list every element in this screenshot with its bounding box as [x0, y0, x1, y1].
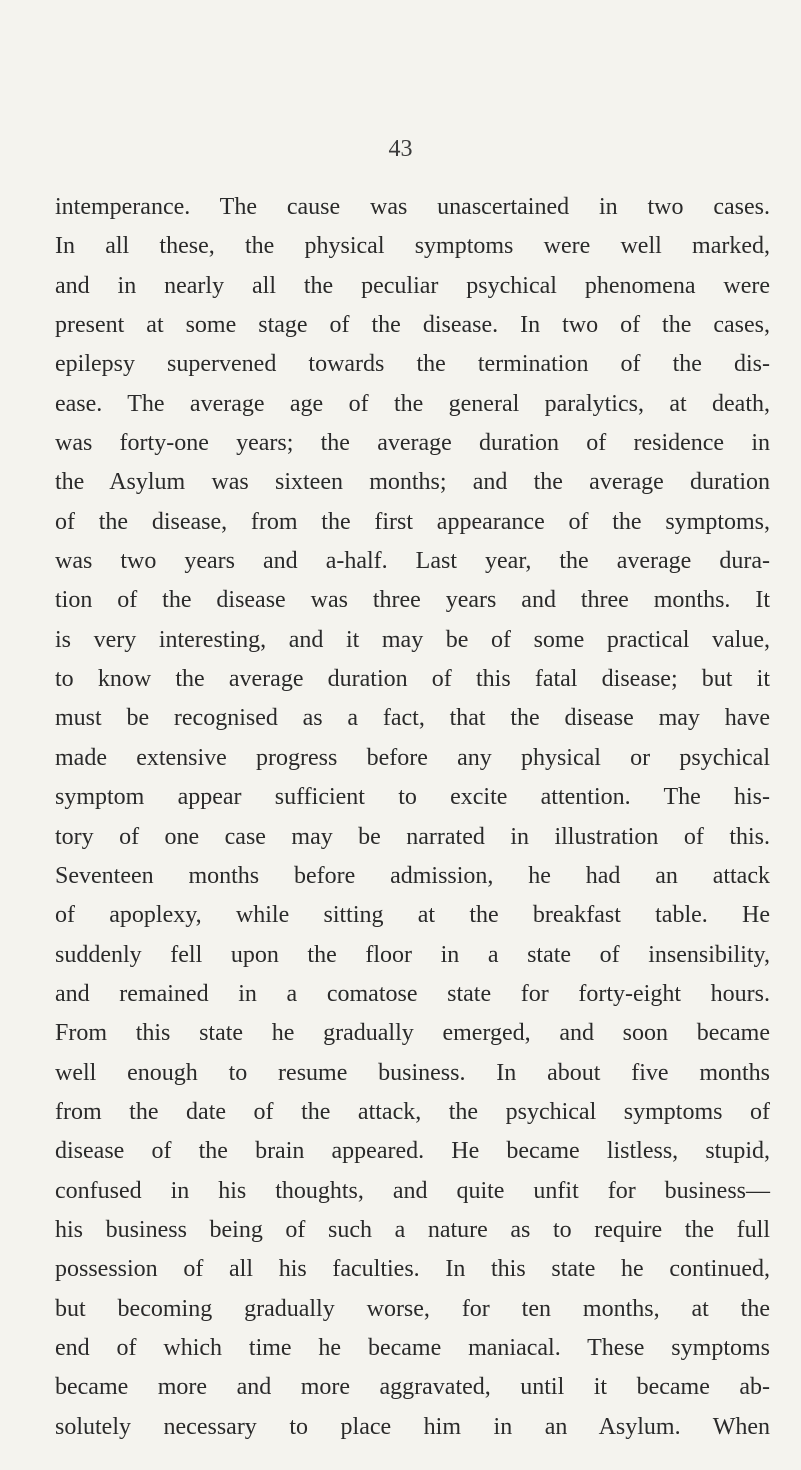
- text-line: from the date of the attack, the psychical symptoms of: [55, 1098, 770, 1125]
- body-text: [55, 188, 770, 1447]
- text-line: well enough to resume business. In about five months: [55, 1059, 770, 1086]
- text-line: must be recognised as a fact, that the disease may have: [55, 705, 770, 732]
- text-line: epilepsy supervened towards the termination of the dis-: [55, 351, 770, 378]
- text-line: tory of one case may be narrated in illustration of this.: [55, 823, 770, 850]
- text-line: disease of the brain appeared. He became listless, stupid,: [55, 1138, 770, 1165]
- text-line: the Asylum was sixteen months; and the average duration: [55, 469, 770, 496]
- text-line: In all these, the physical symptoms were well marked,: [55, 233, 770, 260]
- text-line: From this state he gradually emerged, and soon became: [55, 1020, 770, 1047]
- text-line: of apoplexy, while sitting at the breakfast table. He: [55, 902, 770, 929]
- text-line: tion of the disease was three years and three months. It: [55, 587, 770, 614]
- text-line: made extensive progress before any physical or psychical: [55, 744, 770, 771]
- text-line: is very interesting, and it may be of some practical value,: [55, 626, 770, 653]
- text-line: Seventeen months before admission, he had an attack: [55, 862, 770, 889]
- text-line: ease. The average age of the general paralytics, at death,: [55, 390, 770, 417]
- text-line: possession of all his faculties. In this state he continued,: [55, 1256, 770, 1283]
- text-line: became more and more aggravated, until it became ab-: [55, 1374, 770, 1401]
- text-line: was two years and a-half. Last year, the average dura-: [55, 548, 770, 575]
- text-line: but becoming gradually worse, for ten months, at the: [55, 1295, 770, 1322]
- page-number: 43: [388, 136, 413, 162]
- text-line: of the disease, from the first appearance of the symptoms,: [55, 508, 770, 535]
- text-line: intemperance. The cause was unascertained in two cases.: [55, 194, 770, 220]
- text-line: his business being of such a nature as to require the full: [55, 1216, 770, 1243]
- text-line: to know the average duration of this fatal disease; but it: [55, 666, 770, 693]
- text-line: suddenly fell upon the floor in a state of insensibility,: [55, 941, 770, 968]
- text-line: solutely necessary to place him in an Asylum. When: [55, 1413, 770, 1440]
- text-line: and in nearly all the peculiar psychical phenomena were: [55, 272, 770, 299]
- text-line: symptom appear sufficient to excite attention. The his-: [55, 784, 770, 811]
- text-line: confused in his thoughts, and quite unfit for business—: [55, 1177, 770, 1204]
- text-line: present at some stage of the disease. In two of the cases,: [55, 312, 770, 339]
- text-line: end of which time he became maniacal. These symptoms: [55, 1334, 770, 1361]
- text-line: was forty-one years; the average duration of residence in: [55, 430, 770, 457]
- text-line: and remained in a comatose state for forty-eight hours.: [55, 980, 770, 1007]
